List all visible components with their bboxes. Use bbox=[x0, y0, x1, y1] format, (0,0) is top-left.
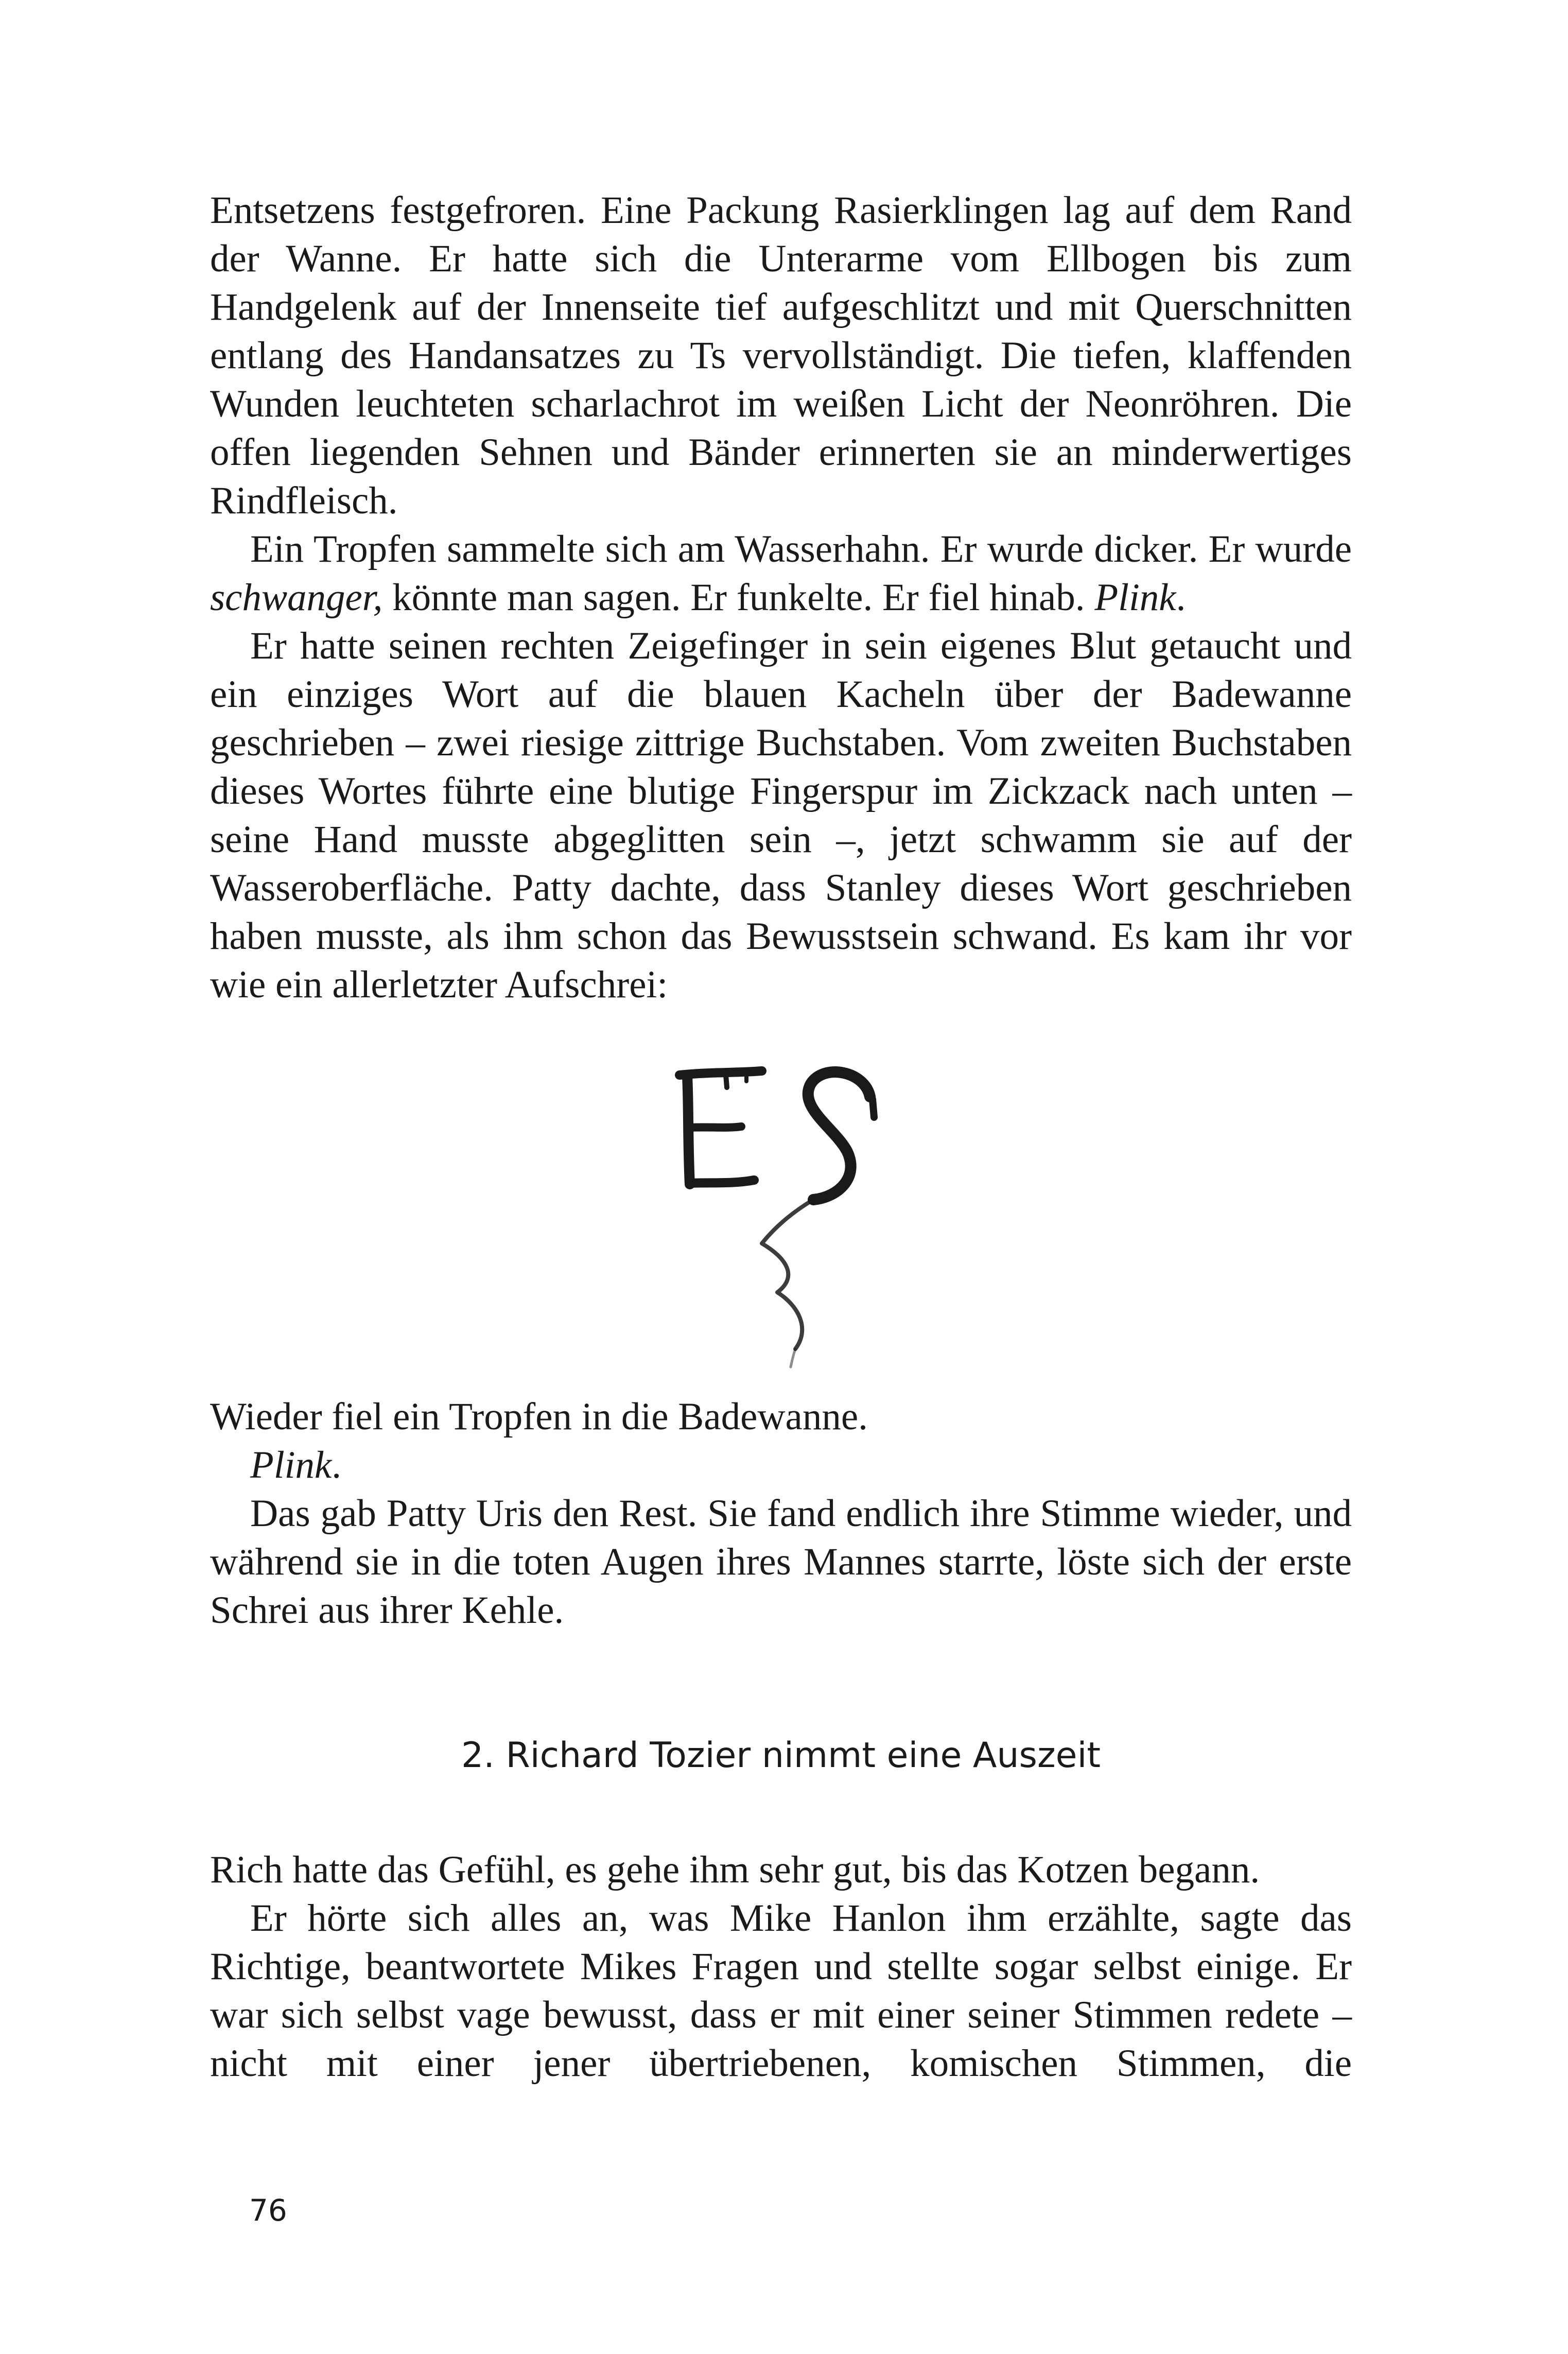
paragraph: Entsetzens festgefroren. Eine Packung Rasierklingen lag auf dem Rand der Wanne. Er hatte sich die Unterarme vom Ellbogen bis zum Handgelenk auf der Innenseite tief aufgeschlitzt und mit Querschnitten entlang des Handansatzes zu Ts vervollständigt. Die tiefen, klaffenden Wunden leuchteten scharlachrot im weißen Licht der Neonröhren. Die offen liegenden Sehnen und Bänder erinnerten sie an minderwertiges Rindfleisch. bbox=[210, 189, 1352, 522]
paragraph bbox=[210, 525, 1352, 622]
body-text-middle bbox=[210, 1393, 1352, 1635]
chapter-heading: 2. Richard Tozier nimmt eine Auszeit bbox=[461, 1735, 1101, 1776]
paragraph: Er hatte seinen rechten Zeigefinger in sein eigenes Blut getaucht und ein einziges Wort auf die blauen Kacheln über der Badewanne geschrieben – zwei riesige zittrige Buchstaben. Vom zweiten Buchstaben dieses Wortes führte eine blutige Fingerspur im Zickzack nach unten – seine Hand musste abgeglitten sein –, jetzt schwamm sie auf der Wasseroberfläche. Patty dachte, dass Stanley dieses Wort geschrieben haben musste, als ihm schon das Bewusstsein schwand. Es kam ihr vor wie ein allerletzter Aufschrei: bbox=[210, 625, 1352, 1006]
blood-smear bbox=[791, 1349, 795, 1367]
letter-e-top bbox=[680, 1071, 762, 1075]
paragraph: Er hörte sich alles an, was Mike Hanlon ihm erzählte, sagte das Richtige, beantwortete Mikes Fragen und stellte sogar selbst einige. Er war sich selbst vage bewusst, dass er mit einer seiner Stimmen redete – nicht mit einer jener übertriebenen, komischen Stimmen, die bbox=[210, 1897, 1352, 2085]
italic-word: Plink bbox=[1094, 576, 1176, 619]
body-text-top bbox=[210, 186, 1352, 1009]
letter-e-bottom bbox=[690, 1180, 754, 1183]
page-number: 76 bbox=[249, 2193, 287, 2228]
text-run: Ein Tropfen sammelte sich am Wasserhahn. Er wurde dicker. Er wurde bbox=[250, 528, 1352, 570]
italic-word: Plink bbox=[250, 1444, 332, 1486]
blood-smear bbox=[762, 1200, 813, 1349]
paragraph: Das gab Patty Uris den Rest. Sie fand endlich ihre Stimme wieder, und während sie in die toten Augen ihres Mannes starrte, löste sich der erste Schrei aus ihrer Kehle. bbox=[210, 1492, 1352, 1632]
italic-word: schwanger, bbox=[210, 576, 383, 619]
handwritten-es-image bbox=[669, 1061, 901, 1370]
body-text-bottom bbox=[210, 1846, 1352, 2088]
text-run: könnte man sagen. Er funkelte. Er fiel hinab. bbox=[382, 576, 1095, 619]
paragraph: Rich hatte das Gefühl, es gehe ihm sehr gut, bis das Kotzen begann. bbox=[210, 1848, 1260, 1891]
letter-s bbox=[808, 1072, 870, 1200]
letter-s-tail bbox=[873, 1099, 874, 1117]
paragraph: Wieder fiel ein Tropfen in die Badewanne. bbox=[210, 1395, 868, 1438]
text-run: . bbox=[1176, 576, 1186, 619]
drip bbox=[726, 1075, 727, 1087]
text-run: . bbox=[332, 1444, 342, 1486]
letter-e-middle bbox=[689, 1127, 741, 1128]
paragraph bbox=[210, 1441, 1352, 1490]
